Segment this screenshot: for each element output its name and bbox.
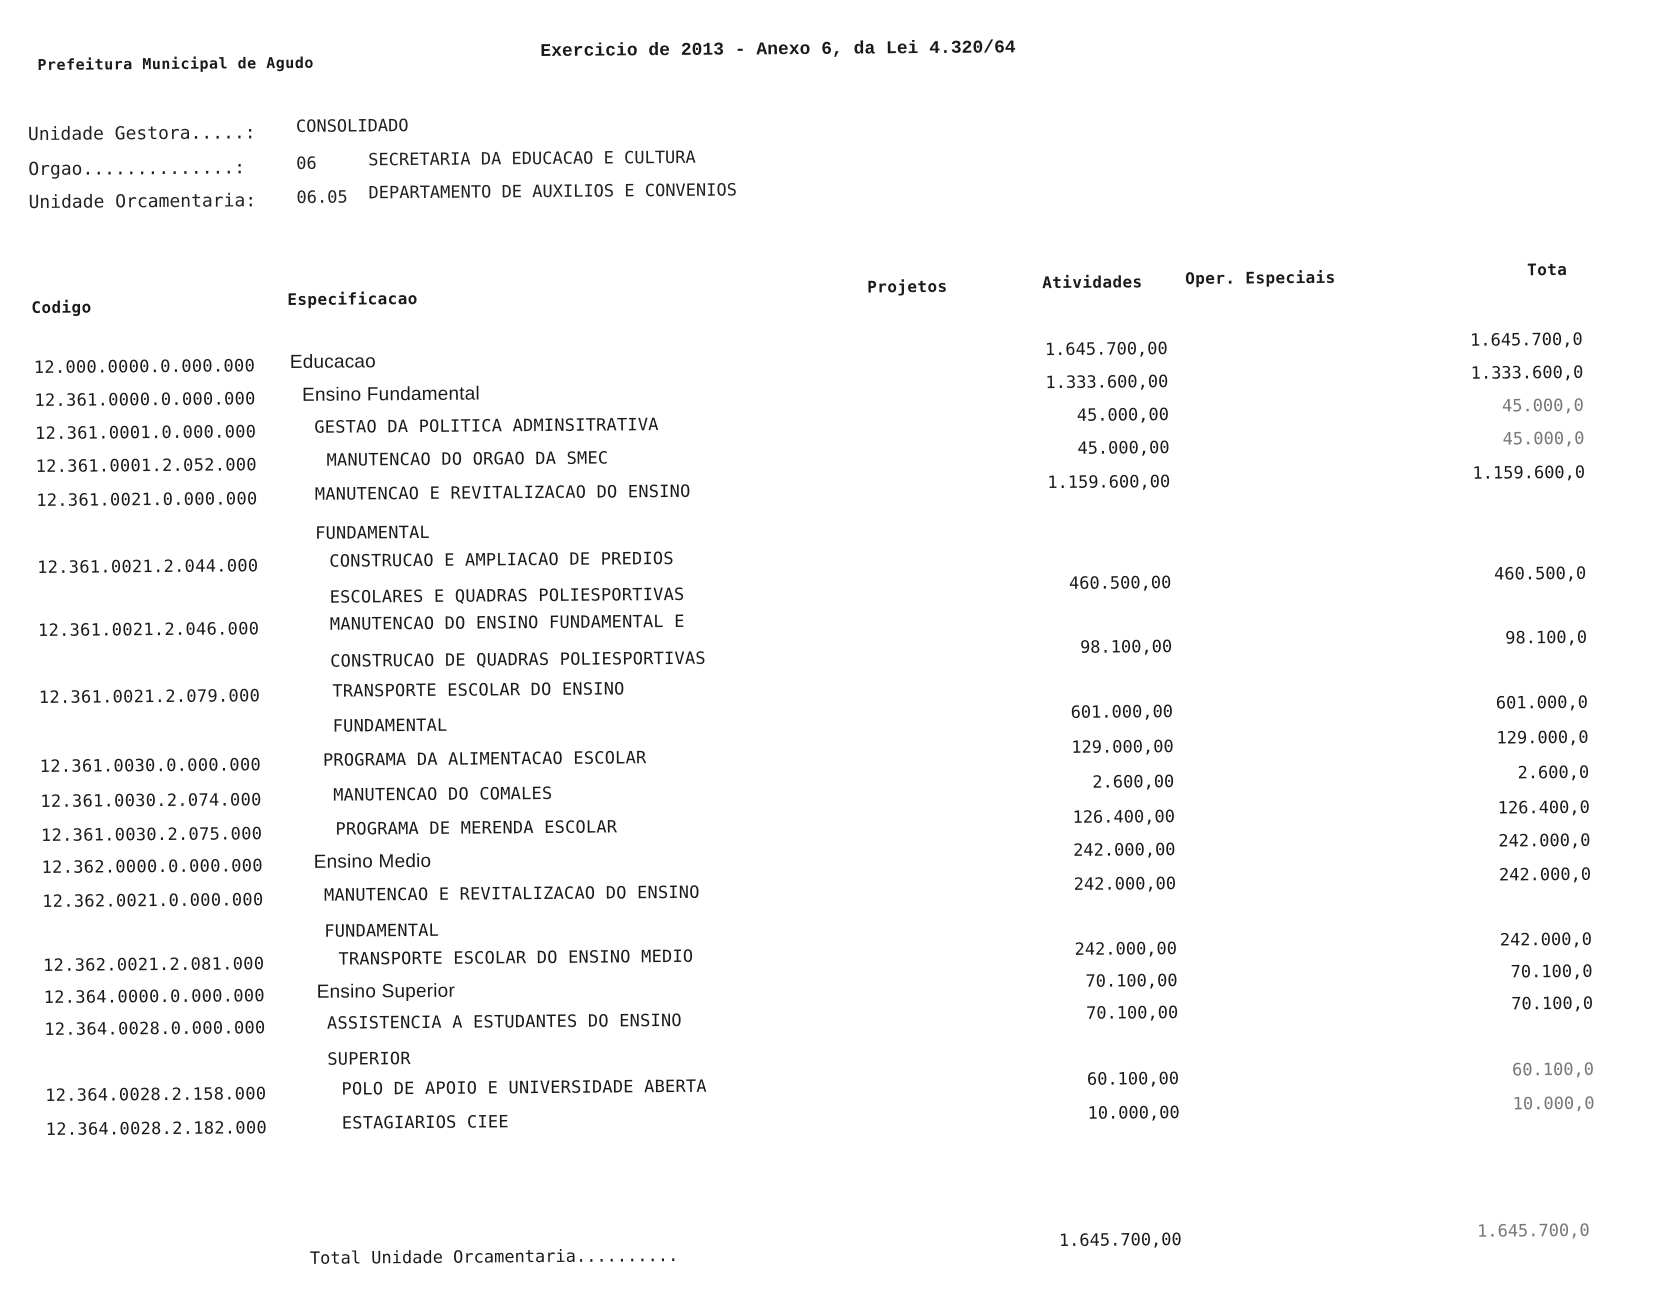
row-specification-continuation: FUNDAMENTAL	[324, 920, 440, 942]
row-total: 242.000,0	[1499, 929, 1593, 951]
row-atividades: 242.000,00	[1073, 840, 1176, 861]
row-code: 12.361.0030.0.000.000	[39, 755, 262, 777]
column-projetos: Projetos	[867, 276, 948, 297]
row-atividades: 45.000,00	[1076, 405, 1170, 426]
row-total: 70.100,0	[1510, 961, 1593, 983]
unidade-gestora-label: Unidade Gestora.....:	[27, 122, 256, 146]
row-total: 45.000,0	[1502, 428, 1585, 450]
row-total: 460.500,0	[1494, 563, 1587, 585]
row-code: 12.361.0021.0.000.000	[36, 489, 258, 511]
row-atividades: 2.600,00	[1092, 772, 1175, 793]
row-specification-continuation: ESCOLARES E QUADRAS POLIESPORTIVAS	[329, 584, 685, 608]
row-code: 12.361.0001.0.000.000	[34, 422, 257, 445]
row-atividades: 70.100,00	[1085, 971, 1178, 992]
row-total: 242.000,0	[1498, 830, 1591, 852]
row-specification: MANUTENCAO E REVITALIZACAO DO ENSINO	[314, 481, 691, 505]
row-code: 12.361.0030.2.075.000	[40, 824, 263, 846]
row-specification: POLO DE APOIO E UNIVERSIDADE ABERTA	[341, 1076, 707, 1100]
row-specification-continuation: FUNDAMENTAL	[315, 522, 431, 544]
exercise-title: Exercicio de 2013 - Anexo 6, da Lei 4.320/64	[540, 38, 1016, 63]
total-unidade-label: Total Unidade Orcamentaria..........	[309, 1245, 679, 1269]
row-specification: Ensino Superior	[316, 980, 456, 1003]
row-code: 12.362.0021.0.000.000	[42, 890, 264, 912]
row-atividades: 1.159.600,00	[1047, 472, 1171, 494]
row-specification: CONSTRUCAO E AMPLIACAO DE PREDIOS	[329, 548, 674, 572]
row-code: 12.361.0021.2.079.000	[38, 686, 261, 708]
row-atividades: 129.000,00	[1071, 737, 1174, 758]
row-total: 2.600,0	[1517, 762, 1590, 784]
row-total: 70.100,0	[1511, 993, 1594, 1015]
row-atividades: 98.100,00	[1079, 637, 1173, 658]
row-atividades: 242.000,00	[1074, 939, 1178, 960]
row-specification: MANUTENCAO DO ENSINO FUNDAMENTAL E	[329, 611, 685, 635]
row-specification: TRANSPORTE ESCOLAR DO ENSINO MEDIO	[338, 946, 694, 970]
unidade-gestora-value: CONSOLIDADO	[295, 116, 409, 137]
row-atividades: 460.500,00	[1068, 573, 1172, 594]
column-atividades: Atividades	[1042, 272, 1143, 293]
row-specification: MANUTENCAO DO ORGAO DA SMEC	[326, 448, 609, 471]
column-especificacao: Especificacao	[287, 288, 418, 310]
row-code: 12.361.0001.2.052.000	[35, 455, 257, 477]
row-specification: Educacao	[289, 351, 376, 373]
unidade-orcamentaria-code: 06.05	[296, 187, 348, 208]
row-code: 12.361.0021.2.044.000	[37, 556, 259, 578]
row-atividades: 126.400,00	[1072, 807, 1175, 828]
row-total: 1.645.700,0	[1469, 329, 1583, 351]
orgao-code: 06	[296, 153, 317, 174]
column-codigo: Codigo	[31, 297, 92, 318]
row-atividades: 242.000,00	[1073, 874, 1177, 895]
row-code: 12.364.0000.0.000.000	[43, 986, 265, 1008]
total-total: 1.645.700,0	[1476, 1220, 1590, 1242]
row-total: 1.159.600,0	[1472, 462, 1586, 484]
row-total: 60.100,0	[1512, 1059, 1595, 1081]
row-code: 12.361.0030.2.074.000	[40, 790, 262, 812]
row-code: 12.364.0028.0.000.000	[44, 1018, 266, 1040]
row-atividades: 1.645.700,00	[1044, 339, 1168, 361]
row-specification-continuation: FUNDAMENTAL	[332, 715, 448, 737]
row-atividades: 10.000,00	[1087, 1103, 1180, 1124]
row-total: 98.100,0	[1505, 627, 1588, 649]
row-atividades: 60.100,00	[1086, 1069, 1180, 1090]
row-total: 129.000,0	[1496, 727, 1589, 749]
row-code: 12.361.0000.0.000.000	[34, 389, 256, 412]
column-oper-especiais: Oper. Especiais	[1185, 267, 1336, 288]
row-specification: MANUTENCAO DO COMALES	[333, 783, 553, 806]
row-atividades: 601.000,00	[1070, 702, 1174, 723]
row-code: 12.000.0000.0.000.000	[33, 356, 256, 379]
orgao-name: SECRETARIA DA EDUCACAO E CULTURA	[368, 147, 696, 171]
row-total: 1.333.600,0	[1470, 362, 1584, 384]
row-specification: PROGRAMA DA ALIMENTACAO ESCOLAR	[322, 748, 647, 771]
unidade-orcamentaria-name: DEPARTAMENTO DE AUXILIOS E CONVENIOS	[368, 180, 738, 204]
row-atividades: 1.333.600,00	[1045, 372, 1169, 394]
row-code: 12.362.0000.0.000.000	[41, 856, 263, 878]
row-atividades: 70.100,00	[1085, 1003, 1179, 1024]
total-atividades: 1.645.700,00	[1058, 1230, 1182, 1251]
row-code: 12.364.0028.2.182.000	[45, 1118, 268, 1140]
row-code: 12.362.0021.2.081.000	[43, 954, 265, 976]
row-specification: GESTAO DA POLITICA ADMINSITRATIVA	[314, 415, 659, 438]
row-code: 12.361.0021.2.046.000	[37, 619, 260, 641]
row-atividades: 45.000,00	[1077, 438, 1170, 459]
row-code: 12.364.0028.2.158.000	[45, 1084, 267, 1106]
row-total: 126.400,0	[1497, 797, 1590, 819]
row-specification: MANUTENCAO E REVITALIZACAO DO ENSINO	[323, 882, 700, 906]
row-specification: ASSISTENCIA A ESTUDANTES DO ENSINO	[326, 1010, 682, 1034]
row-total: 10.000,0	[1512, 1093, 1595, 1115]
orgao-label: Orgao..............:	[28, 157, 246, 181]
row-specification: ESTAGIARIOS CIEE	[341, 1112, 509, 1134]
row-total: 242.000,0	[1498, 864, 1592, 886]
column-total: Tota	[1527, 259, 1568, 280]
row-total: 601.000,0	[1495, 692, 1589, 714]
row-specification: Ensino Medio	[313, 850, 432, 873]
row-specification: Ensino Fundamental	[301, 383, 481, 406]
unidade-orcamentaria-label: Unidade Orcamentaria:	[28, 190, 257, 214]
row-specification: PROGRAMA DE MERENDA ESCOLAR	[335, 817, 618, 840]
row-specification-continuation: SUPERIOR	[327, 1049, 411, 1070]
entity-name: Prefeitura Municipal de Agudo	[37, 53, 314, 74]
row-total: 45.000,0	[1501, 395, 1584, 417]
row-specification-continuation: CONSTRUCAO DE QUADRAS POLIESPORTIVAS	[330, 648, 706, 672]
row-specification: TRANSPORTE ESCOLAR DO ENSINO	[332, 679, 625, 702]
